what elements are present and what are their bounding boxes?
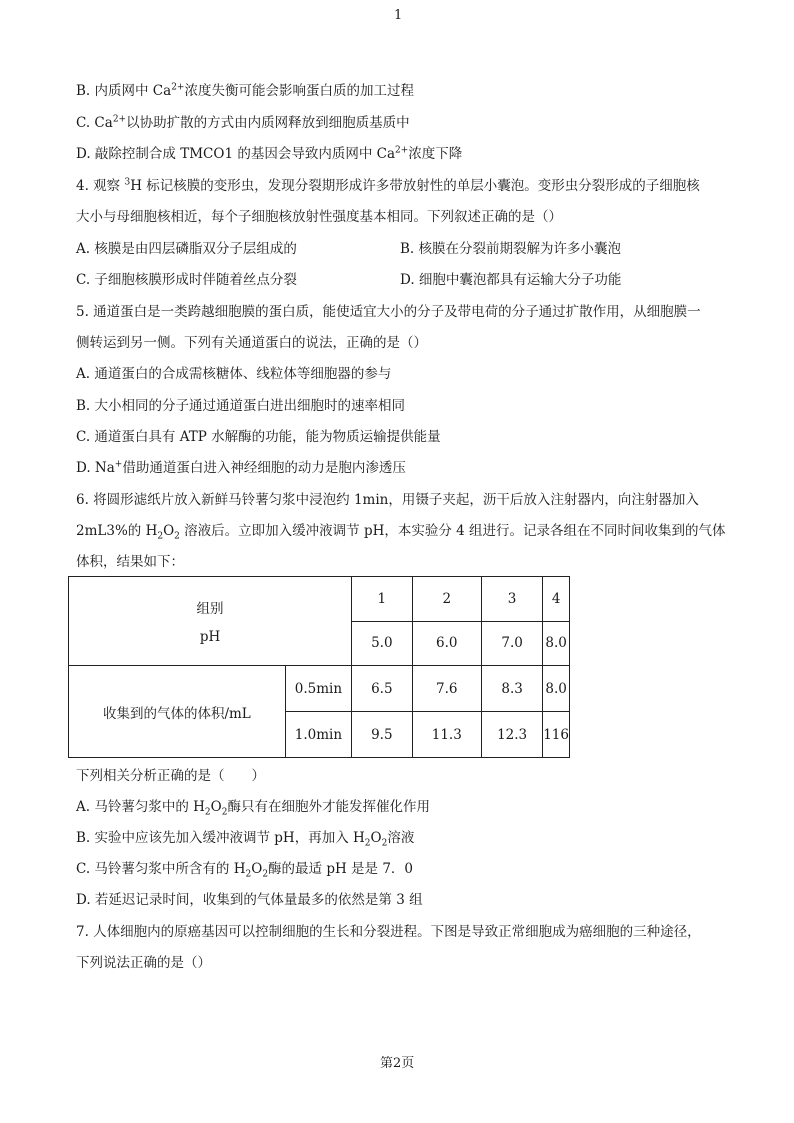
group-ph-header xyxy=(69,577,352,666)
time-label: 1.0min xyxy=(285,712,351,758)
ph-value: 7.0 xyxy=(481,621,542,666)
volume-value: 11.3 xyxy=(412,712,481,758)
q4-stem-line2: 大小与母细胞核相近，每个子细胞核放射性强度基本相同。下列叙述正确的是（） xyxy=(76,209,562,225)
volume-value: 6.5 xyxy=(352,666,412,712)
q5-option-d: D. Na+借助通道蛋白进入神经细胞的动力是胞内渗透压 xyxy=(76,459,406,476)
q3-option-c: C. $Ca^{2+}$以协助扩散的方式由内质网释放到细胞质基质中 xyxy=(76,114,410,131)
volume-value: 8.3 xyxy=(481,666,542,712)
q6-prompt: 下列相关分析正确的是（ ） xyxy=(76,768,265,784)
q3-option-d: D. 敲除控制合成 TMCO1 的基因会导致内质网中 $Ca^{2+}$浓度下降 xyxy=(76,145,463,162)
q6-stem-line2: 2mL3%的 $H_2O_2$ 溶液后。立即加入缓冲液调节 pH，本实验分 4 组进行。记录各组在不同时间收集到的气体 xyxy=(76,523,726,542)
volume-label: 收集到的气体的体积/mL xyxy=(69,666,286,758)
group-number: 4 xyxy=(543,577,570,622)
table-row xyxy=(69,666,570,712)
time-label: 0.5min xyxy=(285,666,351,712)
volume-value: 9.5 xyxy=(352,712,412,758)
group-label: 组别 xyxy=(196,601,224,617)
volume-value: 116 xyxy=(543,712,570,758)
q5-option-c: C. 通道蛋白具有 ATP 水解酶的功能，能为物质运输提供能量 xyxy=(76,429,441,445)
q4-option-b: B. 核膜在分裂前期裂解为许多小囊泡 xyxy=(400,241,622,257)
q4-option-c: C. 子细胞核膜形成时伴随着丝点分裂 xyxy=(76,272,297,288)
volume-value: 12.3 xyxy=(481,712,542,758)
group-number: 2 xyxy=(412,577,481,622)
page-footer: 第2页 xyxy=(380,1056,415,1071)
page-number-top: 1 xyxy=(394,8,403,23)
ph-value: 5.0 xyxy=(352,621,412,666)
volume-value: 7.6 xyxy=(412,666,481,712)
q4-option-a: A. 核膜是由四层磷脂双分子层组成的 xyxy=(76,241,297,257)
q7-stem-line1: 7. 人体细胞内的原癌基因可以控制细胞的生长和分裂进程。下图是导致正常细胞成为癌细胞的三种途径， xyxy=(76,924,701,940)
q7-stem-line2: 下列说法正确的是（） xyxy=(76,955,211,971)
volume-value: 8.0 xyxy=(543,666,570,712)
table-row xyxy=(69,577,570,622)
q5-stem-line2: 侧转运到另一侧。下列有关通道蛋白的说法，正确的是（） xyxy=(76,335,427,351)
ph-label: pH xyxy=(199,629,221,645)
q6-option-a: A. 马铃薯匀浆中的 $H_2O_2$酶只有在细胞外才能发挥催化作用 xyxy=(76,799,430,818)
q4-option-d: D. 细胞中囊泡都具有运输大分子功能 xyxy=(400,272,622,288)
q6-option-c: C. 马铃薯匀浆中所含有的 $H_2O_2$酶的最适 pH 是是 7．0 xyxy=(76,861,414,880)
q6-option-d: D. 若延迟记录时间，收集到的气体量最多的依然是第 3 组 xyxy=(76,892,423,908)
q5-option-a: A. 通道蛋白的合成需核糖体、线粒体等细胞器的参与 xyxy=(76,366,392,382)
results-table xyxy=(68,576,570,758)
q6-option-b: B. 实验中应该先加入缓冲液调节 pH，再加入 $H_2O_2$溶液 xyxy=(76,830,415,849)
q3-option-b: B. 内质网中 $Ca^{2+}$浓度失衡可能会影响蛋白质的加工过程 xyxy=(76,82,414,99)
q4-stem-line1: 4. 观察 $^3$H 标记核膜的变形虫，发现分裂期形成许多带放射性的单层小囊泡。变形虫分裂形成的子细胞核 xyxy=(76,177,700,194)
q5-option-b: B. 大小相同的分子通过通道蛋白进出细胞时的速率相同 xyxy=(76,398,406,414)
ph-value: 8.0 xyxy=(543,621,570,666)
q6-stem-line1: 6. 将圆形滤纸片放入新鲜马铃薯匀浆中浸泡约 1min，用镊子夹起，沥干后放入注射器内，向注射器加入 xyxy=(76,492,699,508)
q5-stem-line1: 5. 通道蛋白是一类跨越细胞膜的蛋白质，能使适宜大小的分子及带电荷的分子通过扩散作用，从细胞膜一 xyxy=(76,304,701,320)
group-number: 3 xyxy=(481,577,542,622)
q6-stem-line3: 体积，结果如下： xyxy=(76,554,184,570)
ph-value: 6.0 xyxy=(412,621,481,666)
group-number: 1 xyxy=(352,577,412,622)
